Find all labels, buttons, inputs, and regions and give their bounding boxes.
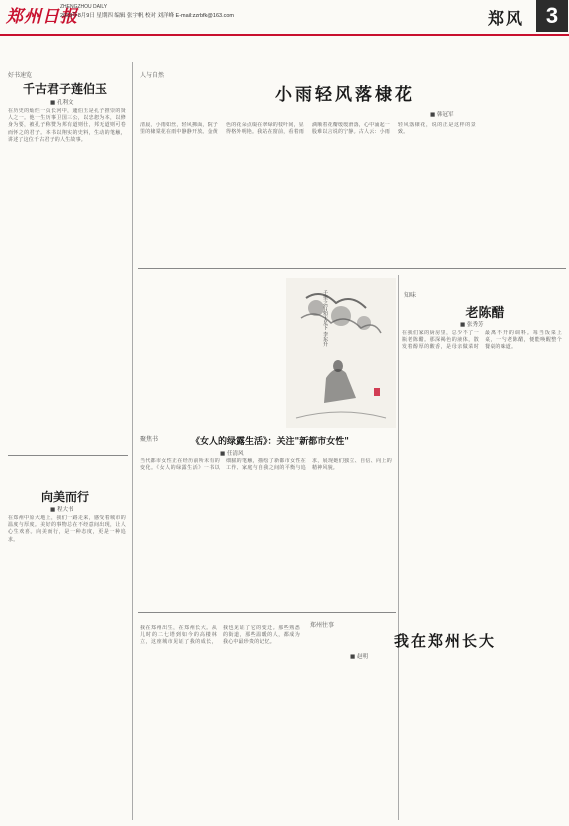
newspaper-logo: 郑州日报: [6, 7, 78, 27]
masthead-info: 2023年8月9日 星期四 编辑 张宇帆 校对 刘洋峰 E-mail:zzrbfk@163.com: [60, 13, 234, 19]
book-kicker: 聚焦书: [140, 437, 159, 443]
newspaper-logo-en: ZHENGZHOU DAILY: [60, 4, 108, 10]
left-divider: [8, 455, 128, 456]
ink-painting: [286, 278, 396, 428]
top-byline: ■ 韩冠军: [430, 112, 454, 118]
left2-headline: 向美而行: [40, 490, 89, 504]
bottom-kicker: 郑州往事: [310, 623, 335, 629]
bottom-body-left: 我在郑州出生，在郑州长大。从儿时的二七塔到如今的高楼林立，这座城市见证了我的成长，我也见证了它的变迁。那些熟悉的街道，那些温暖的人，都成为我心中最珍贵的记忆。: [140, 625, 300, 646]
masthead-rule: [0, 34, 569, 36]
masthead: [0, 0, 569, 36]
bottom-headline: 我在郑州长大: [393, 632, 496, 650]
bottom-byline: ■ 赵明: [350, 654, 368, 660]
left-headline: 千古君子莲伯玉: [22, 82, 107, 96]
book-byline: ■ 任清风: [220, 451, 244, 457]
left-body: 在历史的灿烂一页长河中，蘧伯玉是孔子推崇的贤人之一。他一生历事卫国三公，以忠恕为本，以修身为要，被孔子称赞为邦有道则仕，邦无道则可卷而怀之的君子。本书以翔实的史料，生动的笔触，讲述了这位千古君子的人生故事。: [8, 108, 126, 143]
top-divider: [138, 268, 566, 269]
book-divider: [138, 612, 396, 613]
page-number: 3: [536, 0, 568, 32]
painting-caption: 千里之行始于足下 李东升: [322, 290, 328, 347]
column-divider-left: [132, 62, 133, 820]
ink-painting-svg: [286, 278, 396, 428]
top-body: 清晨，小雨如丝，轻风拂面，院子里的棣棠花在雨中静静开放。金黄色的花朵点缀在翠绿的枝叶间，显得格外明艳。我站在窗前，看着雨滴顺着花瓣缓缓滑落，心中涌起一股难以言说的宁静。古人云：小雨轻风落棣花，说的正是这样的景致。: [140, 122, 476, 136]
column-divider-right: [398, 275, 399, 820]
left2-byline: ■ 程大书: [50, 507, 74, 513]
top-headline: 小雨轻风落棣花: [275, 85, 415, 105]
right-kicker: 知味: [404, 293, 417, 299]
right-headline: 老陈醋: [465, 306, 505, 321]
left-byline: ■ 孔利文: [50, 100, 74, 106]
section-name: 郑风: [488, 9, 525, 28]
right-byline: ■ 张秀芳: [460, 322, 484, 328]
book-body: 当代都市女性正在经历前所未有的变化。《女人的绿露生活》一书以细腻的笔触，描绘了新都市女性在工作、家庭与自我之间的平衡与追求，展现她们独立、自信、向上的精神风貌。: [140, 458, 392, 472]
left2-body: 在郑州中原大地上，我们一路走来，感受着城市的温度与厚度。美好的事物总在不经意间出现，让人心生欢喜。向美而行，是一种态度，更是一种追求。: [8, 515, 126, 543]
left-kicker: 好书速览: [8, 73, 33, 79]
top-kicker: 人与自然: [140, 73, 165, 79]
right-body: 在我们家的厨房里，总少不了一瓶老陈醋。那深褐色的液体，散发着醇厚的酸香，是母亲做菜时最离不开的调料。每当饭菜上桌，一勺老陈醋，便能唤醒整个餐桌的味道。: [402, 330, 562, 351]
book-headline: 《女人的绿露生活》：关注"新都市女性": [191, 437, 349, 447]
section-box: [488, 0, 569, 32]
